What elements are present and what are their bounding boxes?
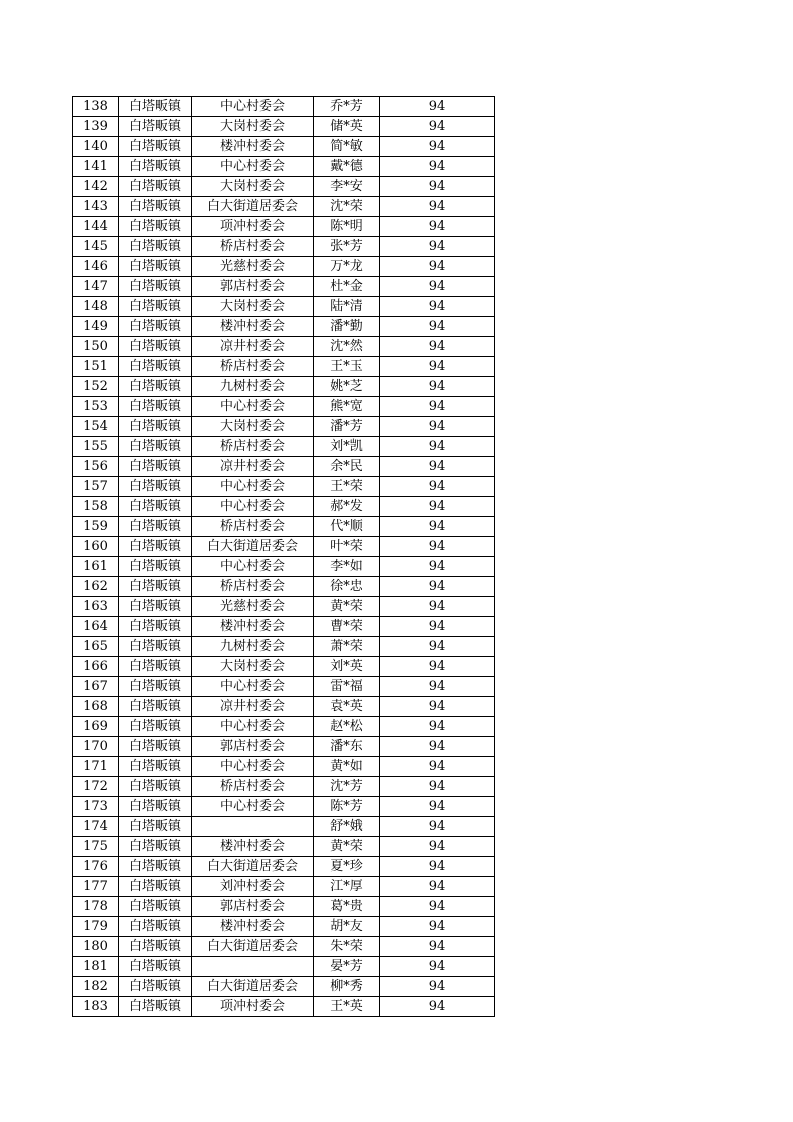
row-number-cell: 171 bbox=[73, 757, 119, 777]
table-row bbox=[73, 677, 495, 697]
person-name-cell: 胡*友 bbox=[314, 917, 380, 937]
town-cell: 白塔畈镇 bbox=[119, 257, 192, 277]
row-number-cell: 156 bbox=[73, 457, 119, 477]
person-name-cell: 李*安 bbox=[314, 177, 380, 197]
table-row bbox=[73, 137, 495, 157]
town-cell: 白塔畈镇 bbox=[119, 817, 192, 837]
committee-cell: 桥店村委会 bbox=[192, 237, 314, 257]
score-cell: 94 bbox=[380, 297, 495, 317]
town-cell: 白塔畈镇 bbox=[119, 517, 192, 537]
person-name-cell: 黄*荣 bbox=[314, 837, 380, 857]
score-cell: 94 bbox=[380, 357, 495, 377]
person-name-cell: 代*顺 bbox=[314, 517, 380, 537]
table-row bbox=[73, 617, 495, 637]
committee-cell: 郭店村委会 bbox=[192, 737, 314, 757]
row-number-cell: 149 bbox=[73, 317, 119, 337]
row-number-cell: 139 bbox=[73, 117, 119, 137]
score-cell: 94 bbox=[380, 737, 495, 757]
committee-cell: 光慈村委会 bbox=[192, 597, 314, 617]
row-number-cell: 181 bbox=[73, 957, 119, 977]
row-number-cell: 144 bbox=[73, 217, 119, 237]
town-cell: 白塔畈镇 bbox=[119, 177, 192, 197]
score-cell: 94 bbox=[380, 137, 495, 157]
score-cell: 94 bbox=[380, 917, 495, 937]
person-name-cell: 刘*凯 bbox=[314, 437, 380, 457]
person-name-cell: 郝*发 bbox=[314, 497, 380, 517]
committee-cell: 项冲村委会 bbox=[192, 217, 314, 237]
committee-cell: 中心村委会 bbox=[192, 717, 314, 737]
score-cell: 94 bbox=[380, 237, 495, 257]
committee-cell: 大岗村委会 bbox=[192, 297, 314, 317]
town-cell: 白塔畈镇 bbox=[119, 97, 192, 117]
committee-cell: 楼冲村委会 bbox=[192, 617, 314, 637]
town-cell: 白塔畈镇 bbox=[119, 737, 192, 757]
score-cell: 94 bbox=[380, 857, 495, 877]
town-cell: 白塔畈镇 bbox=[119, 377, 192, 397]
person-name-cell: 江*厚 bbox=[314, 877, 380, 897]
person-name-cell: 黄*荣 bbox=[314, 597, 380, 617]
committee-cell: 中心村委会 bbox=[192, 397, 314, 417]
committee-cell: 凉井村委会 bbox=[192, 337, 314, 357]
person-name-cell: 潘*东 bbox=[314, 737, 380, 757]
row-number-cell: 155 bbox=[73, 437, 119, 457]
person-name-cell: 叶*荣 bbox=[314, 537, 380, 557]
committee-cell: 中心村委会 bbox=[192, 797, 314, 817]
table-row bbox=[73, 457, 495, 477]
town-cell: 白塔畈镇 bbox=[119, 557, 192, 577]
committee-cell: 中心村委会 bbox=[192, 97, 314, 117]
table-row bbox=[73, 417, 495, 437]
table-row bbox=[73, 637, 495, 657]
table-row bbox=[73, 757, 495, 777]
table-row bbox=[73, 297, 495, 317]
table-row bbox=[73, 737, 495, 757]
row-number-cell: 163 bbox=[73, 597, 119, 617]
score-cell: 94 bbox=[380, 897, 495, 917]
row-number-cell: 177 bbox=[73, 877, 119, 897]
committee-cell: 桥店村委会 bbox=[192, 577, 314, 597]
score-cell: 94 bbox=[380, 497, 495, 517]
committee-cell: 楼冲村委会 bbox=[192, 917, 314, 937]
town-cell: 白塔畈镇 bbox=[119, 797, 192, 817]
town-cell: 白塔畈镇 bbox=[119, 497, 192, 517]
row-number-cell: 168 bbox=[73, 697, 119, 717]
person-name-cell: 潘*芳 bbox=[314, 417, 380, 437]
town-cell: 白塔畈镇 bbox=[119, 457, 192, 477]
row-number-cell: 141 bbox=[73, 157, 119, 177]
committee-cell: 郭店村委会 bbox=[192, 277, 314, 297]
committee-cell: 白大街道居委会 bbox=[192, 937, 314, 957]
table-row bbox=[73, 957, 495, 977]
committee-cell: 桥店村委会 bbox=[192, 517, 314, 537]
row-number-cell: 154 bbox=[73, 417, 119, 437]
score-cell: 94 bbox=[380, 257, 495, 277]
person-name-cell: 储*英 bbox=[314, 117, 380, 137]
score-cell: 94 bbox=[380, 537, 495, 557]
score-cell: 94 bbox=[380, 837, 495, 857]
table-row bbox=[73, 337, 495, 357]
score-cell: 94 bbox=[380, 437, 495, 457]
score-cell: 94 bbox=[380, 397, 495, 417]
row-number-cell: 178 bbox=[73, 897, 119, 917]
person-name-cell: 沈*芳 bbox=[314, 777, 380, 797]
person-name-cell: 晏*芳 bbox=[314, 957, 380, 977]
row-number-cell: 176 bbox=[73, 857, 119, 877]
roster-table bbox=[72, 96, 495, 1017]
table-row bbox=[73, 97, 495, 117]
table-row bbox=[73, 197, 495, 217]
score-cell: 94 bbox=[380, 557, 495, 577]
score-cell: 94 bbox=[380, 877, 495, 897]
committee-cell: 项冲村委会 bbox=[192, 997, 314, 1017]
person-name-cell: 陈*明 bbox=[314, 217, 380, 237]
town-cell: 白塔畈镇 bbox=[119, 277, 192, 297]
table-row bbox=[73, 777, 495, 797]
row-number-cell: 148 bbox=[73, 297, 119, 317]
row-number-cell: 159 bbox=[73, 517, 119, 537]
person-name-cell: 简*敏 bbox=[314, 137, 380, 157]
person-name-cell: 王*玉 bbox=[314, 357, 380, 377]
row-number-cell: 138 bbox=[73, 97, 119, 117]
table-row bbox=[73, 557, 495, 577]
table-row bbox=[73, 717, 495, 737]
person-name-cell: 刘*英 bbox=[314, 657, 380, 677]
town-cell: 白塔畈镇 bbox=[119, 677, 192, 697]
table-row bbox=[73, 217, 495, 237]
table-row bbox=[73, 977, 495, 997]
person-name-cell: 万*龙 bbox=[314, 257, 380, 277]
committee-cell: 楼冲村委会 bbox=[192, 837, 314, 857]
person-name-cell: 张*芳 bbox=[314, 237, 380, 257]
person-name-cell: 姚*芝 bbox=[314, 377, 380, 397]
row-number-cell: 183 bbox=[73, 997, 119, 1017]
committee-cell: 桥店村委会 bbox=[192, 777, 314, 797]
table-row bbox=[73, 937, 495, 957]
committee-cell: 大岗村委会 bbox=[192, 657, 314, 677]
committee-cell: 桥店村委会 bbox=[192, 357, 314, 377]
table-row bbox=[73, 317, 495, 337]
score-cell: 94 bbox=[380, 757, 495, 777]
person-name-cell: 陈*芳 bbox=[314, 797, 380, 817]
table-row bbox=[73, 697, 495, 717]
score-cell: 94 bbox=[380, 937, 495, 957]
person-name-cell: 葛*贵 bbox=[314, 897, 380, 917]
table-row bbox=[73, 117, 495, 137]
person-name-cell: 李*如 bbox=[314, 557, 380, 577]
committee-cell: 九树村委会 bbox=[192, 377, 314, 397]
town-cell: 白塔畈镇 bbox=[119, 537, 192, 557]
row-number-cell: 140 bbox=[73, 137, 119, 157]
town-cell: 白塔畈镇 bbox=[119, 397, 192, 417]
table-row bbox=[73, 497, 495, 517]
committee-cell: 大岗村委会 bbox=[192, 177, 314, 197]
row-number-cell: 175 bbox=[73, 837, 119, 857]
person-name-cell: 熊*宽 bbox=[314, 397, 380, 417]
score-cell: 94 bbox=[380, 457, 495, 477]
table-row bbox=[73, 797, 495, 817]
town-cell: 白塔畈镇 bbox=[119, 357, 192, 377]
committee-cell: 刘冲村委会 bbox=[192, 877, 314, 897]
row-number-cell: 158 bbox=[73, 497, 119, 517]
town-cell: 白塔畈镇 bbox=[119, 197, 192, 217]
score-cell: 94 bbox=[380, 677, 495, 697]
person-name-cell: 袁*英 bbox=[314, 697, 380, 717]
row-number-cell: 160 bbox=[73, 537, 119, 557]
town-cell: 白塔畈镇 bbox=[119, 917, 192, 937]
committee-cell: 九树村委会 bbox=[192, 637, 314, 657]
table-row bbox=[73, 857, 495, 877]
score-cell: 94 bbox=[380, 177, 495, 197]
score-cell: 94 bbox=[380, 657, 495, 677]
score-cell: 94 bbox=[380, 617, 495, 637]
table-row bbox=[73, 917, 495, 937]
row-number-cell: 150 bbox=[73, 337, 119, 357]
committee-cell: 白大街道居委会 bbox=[192, 977, 314, 997]
table-row bbox=[73, 377, 495, 397]
table-row bbox=[73, 837, 495, 857]
row-number-cell: 169 bbox=[73, 717, 119, 737]
town-cell: 白塔畈镇 bbox=[119, 157, 192, 177]
committee-cell: 光慈村委会 bbox=[192, 257, 314, 277]
score-cell: 94 bbox=[380, 477, 495, 497]
committee-cell: 桥店村委会 bbox=[192, 437, 314, 457]
person-name-cell: 雷*福 bbox=[314, 677, 380, 697]
score-cell: 94 bbox=[380, 597, 495, 617]
person-name-cell: 陆*清 bbox=[314, 297, 380, 317]
committee-cell: 大岗村委会 bbox=[192, 117, 314, 137]
town-cell: 白塔畈镇 bbox=[119, 837, 192, 857]
town-cell: 白塔畈镇 bbox=[119, 717, 192, 737]
committee-cell: 白大街道居委会 bbox=[192, 537, 314, 557]
score-cell: 94 bbox=[380, 417, 495, 437]
committee-cell: 白大街道居委会 bbox=[192, 857, 314, 877]
score-cell: 94 bbox=[380, 977, 495, 997]
row-number-cell: 152 bbox=[73, 377, 119, 397]
committee-cell: 楼冲村委会 bbox=[192, 137, 314, 157]
person-name-cell: 徐*忠 bbox=[314, 577, 380, 597]
table-row bbox=[73, 997, 495, 1017]
score-cell: 94 bbox=[380, 277, 495, 297]
table-row bbox=[73, 877, 495, 897]
row-number-cell: 147 bbox=[73, 277, 119, 297]
row-number-cell: 157 bbox=[73, 477, 119, 497]
town-cell: 白塔畈镇 bbox=[119, 237, 192, 257]
person-name-cell: 朱*荣 bbox=[314, 937, 380, 957]
town-cell: 白塔畈镇 bbox=[119, 897, 192, 917]
person-name-cell: 余*民 bbox=[314, 457, 380, 477]
row-number-cell: 174 bbox=[73, 817, 119, 837]
row-number-cell: 179 bbox=[73, 917, 119, 937]
row-number-cell: 173 bbox=[73, 797, 119, 817]
town-cell: 白塔畈镇 bbox=[119, 937, 192, 957]
committee-cell bbox=[192, 957, 314, 977]
person-name-cell: 杜*金 bbox=[314, 277, 380, 297]
table-row bbox=[73, 817, 495, 837]
town-cell: 白塔畈镇 bbox=[119, 317, 192, 337]
score-cell: 94 bbox=[380, 997, 495, 1017]
table-row bbox=[73, 577, 495, 597]
score-cell: 94 bbox=[380, 717, 495, 737]
person-name-cell: 舒*娥 bbox=[314, 817, 380, 837]
score-cell: 94 bbox=[380, 797, 495, 817]
town-cell: 白塔畈镇 bbox=[119, 997, 192, 1017]
person-name-cell: 潘*勤 bbox=[314, 317, 380, 337]
person-name-cell: 黄*如 bbox=[314, 757, 380, 777]
committee-cell: 凉井村委会 bbox=[192, 457, 314, 477]
committee-cell: 中心村委会 bbox=[192, 677, 314, 697]
table-row bbox=[73, 477, 495, 497]
person-name-cell: 王*荣 bbox=[314, 477, 380, 497]
committee-cell: 大岗村委会 bbox=[192, 417, 314, 437]
person-name-cell: 戴*德 bbox=[314, 157, 380, 177]
town-cell: 白塔畈镇 bbox=[119, 637, 192, 657]
row-number-cell: 161 bbox=[73, 557, 119, 577]
town-cell: 白塔畈镇 bbox=[119, 437, 192, 457]
row-number-cell: 165 bbox=[73, 637, 119, 657]
town-cell: 白塔畈镇 bbox=[119, 857, 192, 877]
score-cell: 94 bbox=[380, 157, 495, 177]
person-name-cell: 王*英 bbox=[314, 997, 380, 1017]
committee-cell: 中心村委会 bbox=[192, 157, 314, 177]
table-row bbox=[73, 257, 495, 277]
town-cell: 白塔畈镇 bbox=[119, 417, 192, 437]
committee-cell: 中心村委会 bbox=[192, 557, 314, 577]
table-row bbox=[73, 537, 495, 557]
table-row bbox=[73, 657, 495, 677]
table-row bbox=[73, 357, 495, 377]
score-cell: 94 bbox=[380, 197, 495, 217]
committee-cell: 白大街道居委会 bbox=[192, 197, 314, 217]
row-number-cell: 172 bbox=[73, 777, 119, 797]
committee-cell: 郭店村委会 bbox=[192, 897, 314, 917]
score-cell: 94 bbox=[380, 637, 495, 657]
row-number-cell: 142 bbox=[73, 177, 119, 197]
town-cell: 白塔畈镇 bbox=[119, 957, 192, 977]
table-row bbox=[73, 397, 495, 417]
score-cell: 94 bbox=[380, 97, 495, 117]
town-cell: 白塔畈镇 bbox=[119, 137, 192, 157]
town-cell: 白塔畈镇 bbox=[119, 477, 192, 497]
row-number-cell: 153 bbox=[73, 397, 119, 417]
row-number-cell: 180 bbox=[73, 937, 119, 957]
table-row bbox=[73, 897, 495, 917]
committee-cell: 中心村委会 bbox=[192, 497, 314, 517]
person-name-cell: 萧*荣 bbox=[314, 637, 380, 657]
committee-cell: 中心村委会 bbox=[192, 477, 314, 497]
committee-cell: 楼冲村委会 bbox=[192, 317, 314, 337]
row-number-cell: 145 bbox=[73, 237, 119, 257]
table-row bbox=[73, 517, 495, 537]
town-cell: 白塔畈镇 bbox=[119, 117, 192, 137]
row-number-cell: 162 bbox=[73, 577, 119, 597]
town-cell: 白塔畈镇 bbox=[119, 617, 192, 637]
town-cell: 白塔畈镇 bbox=[119, 577, 192, 597]
score-cell: 94 bbox=[380, 377, 495, 397]
score-cell: 94 bbox=[380, 217, 495, 237]
town-cell: 白塔畈镇 bbox=[119, 757, 192, 777]
row-number-cell: 146 bbox=[73, 257, 119, 277]
town-cell: 白塔畈镇 bbox=[119, 217, 192, 237]
row-number-cell: 143 bbox=[73, 197, 119, 217]
person-name-cell: 沈*荣 bbox=[314, 197, 380, 217]
table-row bbox=[73, 437, 495, 457]
table-row bbox=[73, 277, 495, 297]
table-row bbox=[73, 597, 495, 617]
person-name-cell: 赵*松 bbox=[314, 717, 380, 737]
town-cell: 白塔畈镇 bbox=[119, 597, 192, 617]
row-number-cell: 167 bbox=[73, 677, 119, 697]
row-number-cell: 170 bbox=[73, 737, 119, 757]
score-cell: 94 bbox=[380, 517, 495, 537]
person-name-cell: 柳*秀 bbox=[314, 977, 380, 997]
score-cell: 94 bbox=[380, 337, 495, 357]
town-cell: 白塔畈镇 bbox=[119, 697, 192, 717]
table-row bbox=[73, 157, 495, 177]
table-row bbox=[73, 177, 495, 197]
person-name-cell: 乔*芳 bbox=[314, 97, 380, 117]
town-cell: 白塔畈镇 bbox=[119, 657, 192, 677]
town-cell: 白塔畈镇 bbox=[119, 337, 192, 357]
score-cell: 94 bbox=[380, 697, 495, 717]
town-cell: 白塔畈镇 bbox=[119, 297, 192, 317]
committee-cell: 中心村委会 bbox=[192, 757, 314, 777]
town-cell: 白塔畈镇 bbox=[119, 977, 192, 997]
score-cell: 94 bbox=[380, 817, 495, 837]
score-cell: 94 bbox=[380, 317, 495, 337]
row-number-cell: 164 bbox=[73, 617, 119, 637]
committee-cell: 凉井村委会 bbox=[192, 697, 314, 717]
score-cell: 94 bbox=[380, 117, 495, 137]
roster-table-body bbox=[73, 97, 495, 1017]
score-cell: 94 bbox=[380, 957, 495, 977]
score-cell: 94 bbox=[380, 777, 495, 797]
table-row bbox=[73, 237, 495, 257]
score-cell: 94 bbox=[380, 577, 495, 597]
row-number-cell: 151 bbox=[73, 357, 119, 377]
town-cell: 白塔畈镇 bbox=[119, 777, 192, 797]
person-name-cell: 曹*荣 bbox=[314, 617, 380, 637]
row-number-cell: 182 bbox=[73, 977, 119, 997]
person-name-cell: 沈*然 bbox=[314, 337, 380, 357]
committee-cell bbox=[192, 817, 314, 837]
row-number-cell: 166 bbox=[73, 657, 119, 677]
town-cell: 白塔畈镇 bbox=[119, 877, 192, 897]
person-name-cell: 夏*珍 bbox=[314, 857, 380, 877]
